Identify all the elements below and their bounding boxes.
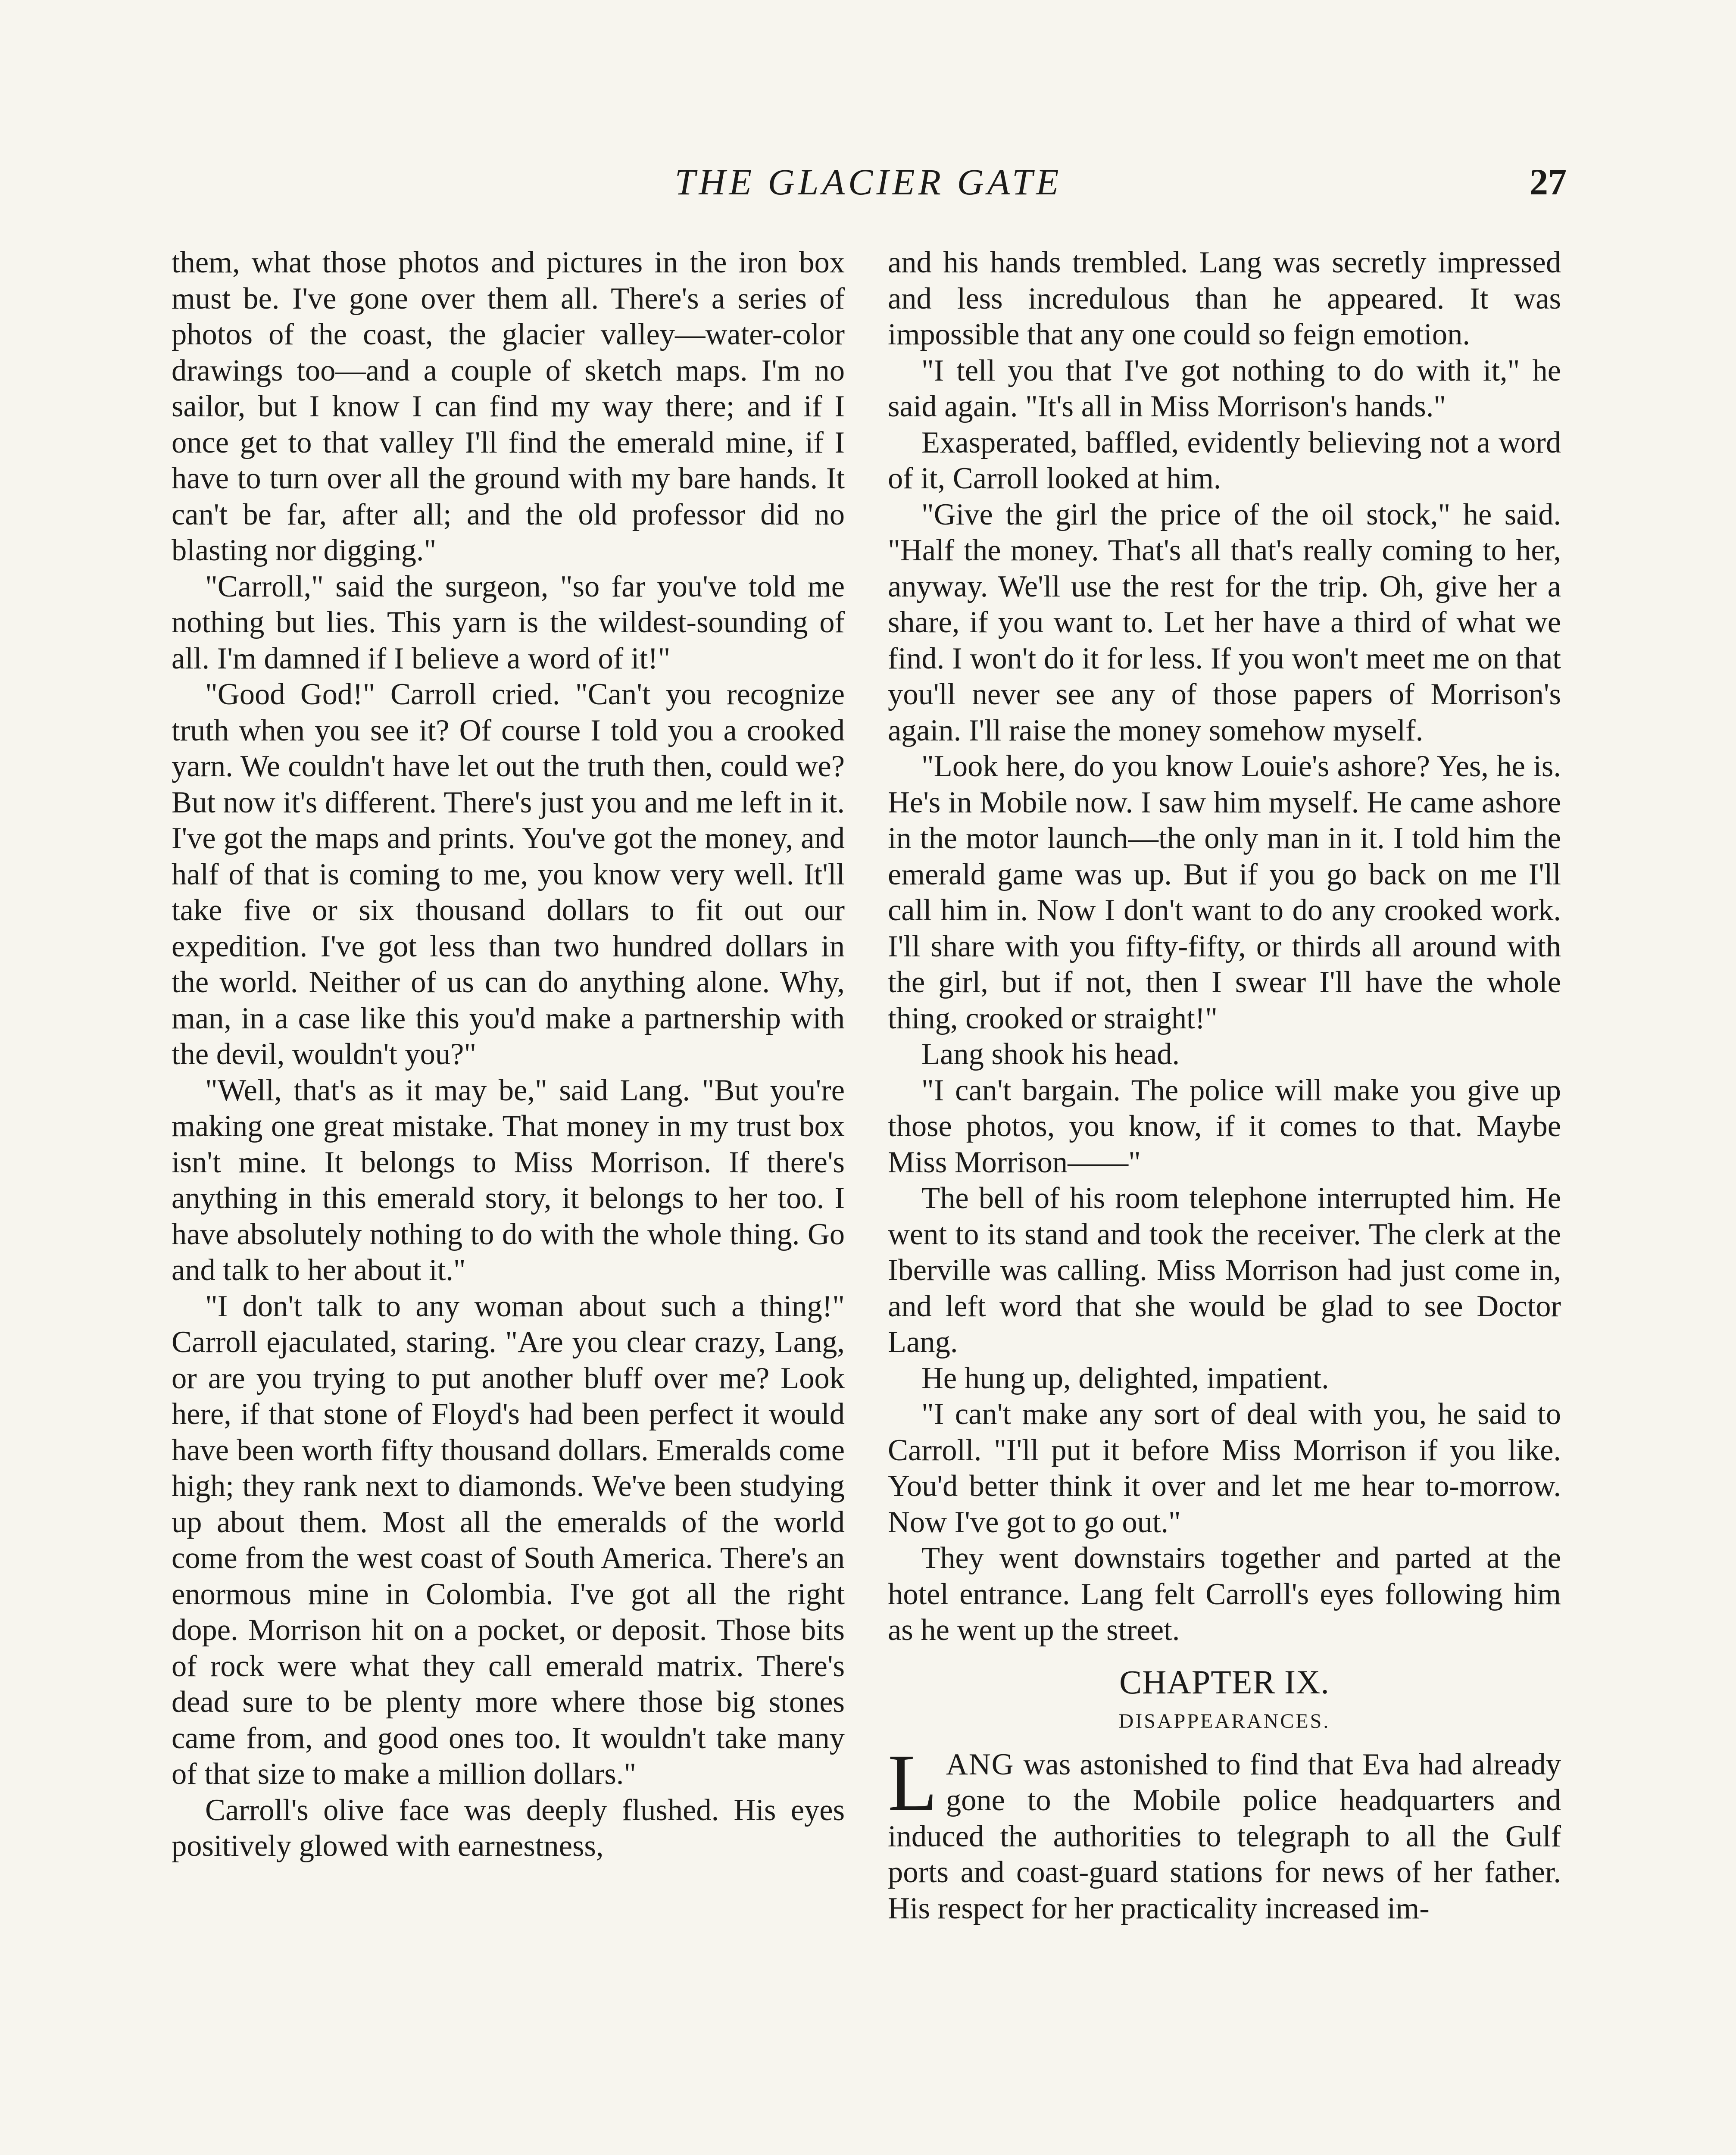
page-header [170, 160, 1567, 216]
first-word-rest: ANG [946, 1747, 1015, 1781]
paragraph: and his hands trembled. Lang was secretly impressed and less incredulous than he appeared. It was impossible that any one could so feign emotion. [888, 246, 1561, 351]
left-column [172, 245, 845, 1865]
paragraph: "I tell you that I've got nothing to do with it," he said again. "It's all in Miss Morrison's hands." [888, 353, 1561, 423]
running-title: THE GLACIER GATE [674, 161, 1062, 203]
paragraph: them, what those photos and pictures in the iron box must be. I've gone over them all. There's a series of photos of the coast, the glacier valley—water-color drawings too—and a couple of sketch maps. I'm no sailor, but I know I can find my way there; and if I once get to that valley I'll find the emerald mine, if I have to turn over all the ground with my bare hands. It can't be far, after all; and the old professor did no blasting nor digging." [172, 246, 845, 567]
paragraph: "I can't bargain. The police will make you give up those photos, you know, if it comes to that. Maybe Miss Morrison——" [888, 1073, 1561, 1179]
drop-cap: L [888, 1737, 937, 1827]
opening-text: was astonished to find that Eva had already gone to the Mobile police headquarters and induced the authorities to telegraph to all the Gulf ports and coast-guard stations for news of her father. His respect for her practicality increased im- [888, 1747, 1561, 1925]
paragraph: Exasperated, baffled, evidently believing not a word of it, Carroll looked at him. [888, 425, 1561, 495]
paragraph: Lang shook his head. [921, 1037, 1180, 1071]
paragraph: "Give the girl the price of the oil stock," he said. "Half the money. That's all that's really coming to her, anyway. We'll use the rest for the trip. Oh, give her a share, if you want to. Let her have a third of what we find. I won't do it for less. If you won't meet me on that you'll never see any of those papers of Morrison's again. I'll raise the money somehow myself. [888, 497, 1561, 747]
chapter-subtitle: DISAPPEARANCES. [1118, 1709, 1330, 1733]
paragraph: "Look here, do you know Louie's ashore? Yes, he is. He's in Mobile now. I saw him myself. He came ashore in the motor launch—the only man in it. I told him the emerald game was up. But if you go back on me I'll call him in. Now I don't want to do any crooked work. I'll share with you fifty-fifty, or thirds all around with the girl, but if not, then I swear I'll have the whole thing, crooked or straight!" [888, 750, 1561, 1035]
paragraph: "Well, that's as it may be," said Lang. "But you're making one great mistake. That money in my trust box isn't mine. It belongs to Miss Morrison. If there's anything in this emerald story, it belongs to her too. I have absolutely nothing to do with the whole thing. Go and talk to her about it." [172, 1073, 845, 1287]
paragraph: They went downstairs together and parted at the hotel entrance. Lang felt Carroll's eyes following him as he went up the street. [888, 1541, 1561, 1647]
paragraph: "I can't make any sort of deal with you, he said to Carroll. "I'll put it before Miss Morrison if you like. You'd better think it over and let me hear to-morrow. Now I've got to go out." [888, 1397, 1561, 1539]
paragraph: "I don't talk to any woman about such a thing!" Carroll ejaculated, staring. "Are you clear crazy, Lang, or are you trying to put another bluff over me? Look here, if that stone of Floyd's had been perfect it would have been worth fifty thousand dollars. Emeralds come high; they rank next to diamonds. We've been studying up about them. Most all the emeralds of the world come from the west coast of South America. There's an enormous mine in Colombia. I've got all the right dope. Morrison hit on a pocket, or deposit. Those bits of rock were what they call emerald matrix. There's dead sure to be plenty more where those big stones came from, and good ones too. It wouldn't take many of that size to make a million dollars." [172, 1289, 845, 1791]
page-number: 27 [1530, 161, 1567, 203]
paragraph: He hung up, delighted, impatient. [921, 1361, 1329, 1395]
paragraph: The bell of his room telephone interrupted him. He went to its stand and took the receiver. The clerk at the Iberville was calling. Miss Morrison had just come in, and left word that she would be glad to see Doctor Lang. [888, 1181, 1561, 1359]
chapter-opening-paragraph [888, 1737, 1561, 1927]
paragraph: "Carroll," said the surgeon, "so far you've told me nothing but lies. This yarn is the wildest-sounding of all. I'm damned if I believe a word of it!" [172, 569, 845, 675]
paragraph: "Good God!" Carroll cried. "Can't you recognize truth when you see it? Of course I told you a crooked yarn. We couldn't have let out the truth then, could we? But now it's different. There's just you and me left in it. I've got the maps and prints. You've got the money, and half of that is coming to me, you know very well. It'll take five or six thousand dollars to fit out our expedition. I've got less than two hundred dollars in the world. Neither of us can do anything alone. Why, man, in a case like this you'd make a partnership with the devil, wouldn't you?" [172, 678, 845, 1071]
right-column [888, 245, 1561, 1927]
paragraph: Carroll's olive face was deeply flushed. His eyes positively glowed with earnestness, [172, 1793, 845, 1863]
chapter-title: CHAPTER IX. [1119, 1663, 1330, 1701]
